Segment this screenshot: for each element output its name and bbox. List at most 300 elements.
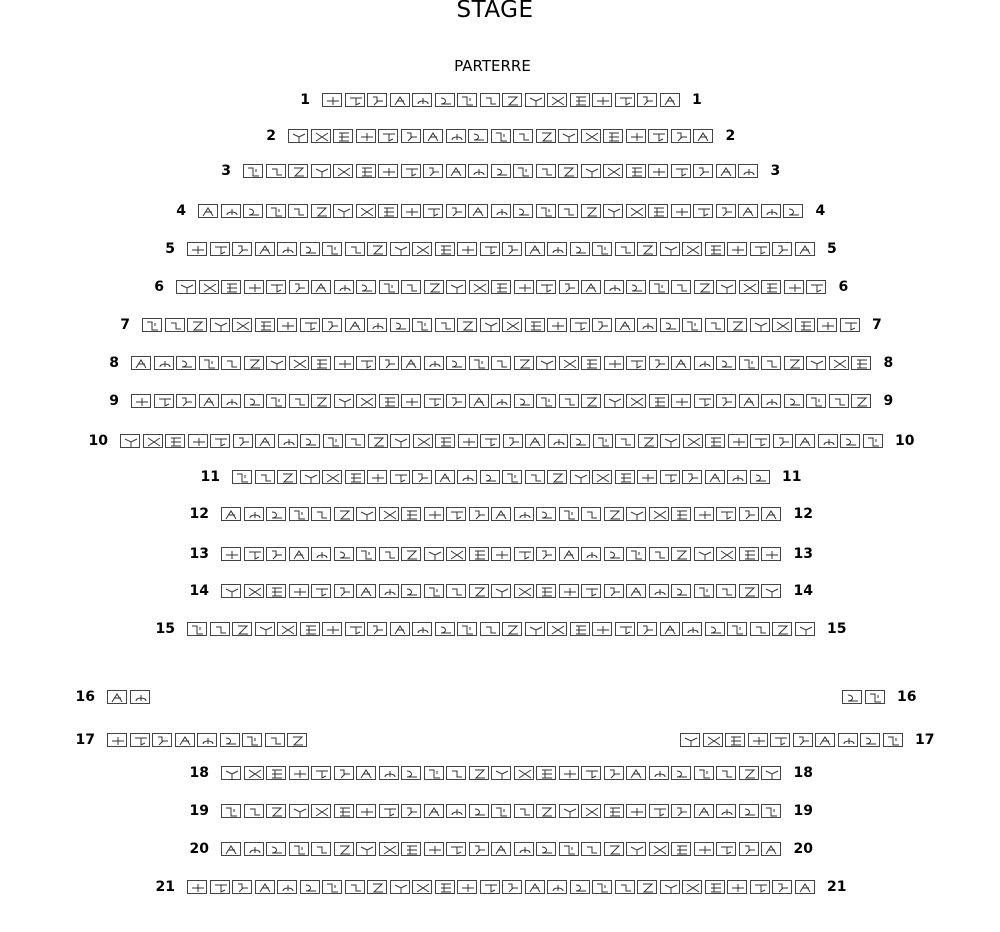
seat[interactable] — [221, 280, 241, 294]
seat[interactable] — [401, 204, 421, 218]
seat[interactable] — [851, 394, 871, 408]
seat[interactable] — [379, 842, 399, 856]
seat[interactable] — [865, 690, 885, 704]
seat[interactable] — [536, 394, 556, 408]
seat[interactable] — [547, 93, 567, 107]
seat[interactable] — [345, 470, 365, 484]
seat[interactable] — [671, 507, 691, 521]
seat[interactable] — [860, 733, 880, 747]
seat[interactable] — [333, 129, 353, 143]
seat[interactable] — [232, 318, 252, 332]
seat[interactable] — [570, 242, 590, 256]
seat[interactable] — [626, 804, 646, 818]
seat[interactable] — [333, 164, 353, 178]
seat[interactable] — [761, 766, 781, 780]
seat[interactable] — [604, 507, 624, 521]
seat[interactable] — [682, 470, 702, 484]
seat[interactable] — [772, 242, 792, 256]
seat[interactable] — [750, 318, 770, 332]
seat[interactable] — [289, 584, 309, 598]
seat[interactable] — [603, 204, 623, 218]
seat[interactable] — [705, 318, 725, 332]
seat[interactable] — [536, 842, 556, 856]
seat[interactable] — [693, 204, 713, 218]
seat[interactable] — [739, 804, 759, 818]
seat[interactable] — [469, 804, 489, 818]
seat[interactable] — [244, 766, 264, 780]
seat[interactable] — [412, 880, 432, 894]
seat[interactable] — [334, 280, 354, 294]
seat[interactable] — [424, 804, 444, 818]
seat[interactable] — [188, 434, 208, 448]
seat[interactable] — [255, 880, 275, 894]
seat[interactable] — [525, 242, 545, 256]
seat[interactable] — [671, 584, 691, 598]
seat[interactable] — [401, 584, 421, 598]
seat[interactable] — [446, 394, 466, 408]
seat[interactable] — [637, 880, 657, 894]
seat[interactable] — [322, 880, 342, 894]
seat[interactable] — [604, 804, 624, 818]
seat[interactable] — [761, 356, 781, 370]
seat[interactable] — [581, 842, 601, 856]
seat[interactable] — [502, 622, 522, 636]
seat[interactable] — [480, 880, 500, 894]
seat[interactable] — [660, 242, 680, 256]
seat[interactable] — [289, 356, 309, 370]
seat[interactable] — [435, 93, 455, 107]
seat[interactable] — [210, 318, 230, 332]
seat[interactable] — [716, 356, 736, 370]
seat[interactable] — [356, 584, 376, 598]
seat[interactable] — [581, 766, 601, 780]
seat[interactable] — [198, 204, 218, 218]
seat[interactable] — [469, 394, 489, 408]
seat[interactable] — [525, 880, 545, 894]
seat[interactable] — [446, 804, 466, 818]
seat[interactable] — [356, 842, 376, 856]
seat[interactable] — [165, 434, 185, 448]
seat[interactable] — [570, 434, 590, 448]
seat[interactable] — [727, 470, 747, 484]
seat[interactable] — [739, 584, 759, 598]
seat[interactable] — [851, 356, 871, 370]
seat[interactable] — [345, 622, 365, 636]
seat[interactable] — [424, 842, 444, 856]
seat[interactable] — [480, 242, 500, 256]
seat[interactable] — [660, 434, 680, 448]
seat[interactable] — [255, 470, 275, 484]
seat[interactable] — [818, 434, 838, 448]
seat[interactable] — [649, 280, 669, 294]
seat[interactable] — [491, 356, 511, 370]
seat[interactable] — [761, 280, 781, 294]
seat[interactable] — [446, 356, 466, 370]
seat[interactable] — [356, 547, 376, 561]
seat[interactable] — [266, 280, 286, 294]
seat[interactable] — [458, 434, 478, 448]
seat[interactable] — [739, 280, 759, 294]
seat[interactable] — [199, 280, 219, 294]
seat[interactable] — [435, 470, 455, 484]
seat[interactable] — [536, 766, 556, 780]
seat[interactable] — [773, 434, 793, 448]
seat[interactable] — [615, 622, 635, 636]
seat[interactable] — [435, 242, 455, 256]
seat[interactable] — [176, 356, 196, 370]
seat[interactable] — [107, 733, 127, 747]
seat[interactable] — [120, 434, 140, 448]
seat[interactable] — [300, 318, 320, 332]
seat[interactable] — [210, 622, 230, 636]
seat[interactable] — [334, 356, 354, 370]
seat[interactable] — [649, 547, 669, 561]
seat[interactable] — [424, 547, 444, 561]
seat[interactable] — [626, 766, 646, 780]
seat[interactable] — [716, 280, 736, 294]
seat[interactable] — [412, 622, 432, 636]
seat[interactable] — [581, 204, 601, 218]
seat[interactable] — [536, 129, 556, 143]
seat[interactable] — [300, 242, 320, 256]
seat[interactable] — [559, 584, 579, 598]
seat[interactable] — [815, 733, 835, 747]
seat[interactable] — [401, 164, 421, 178]
seat[interactable] — [738, 164, 758, 178]
seat[interactable] — [289, 842, 309, 856]
seat[interactable] — [379, 507, 399, 521]
seat[interactable] — [356, 204, 376, 218]
seat[interactable] — [536, 356, 556, 370]
seat[interactable] — [570, 880, 590, 894]
seat[interactable] — [694, 766, 714, 780]
seat[interactable] — [243, 204, 263, 218]
seat[interactable] — [322, 470, 342, 484]
seat[interactable] — [480, 622, 500, 636]
seat[interactable] — [682, 318, 702, 332]
seat[interactable] — [423, 204, 443, 218]
seat[interactable] — [311, 766, 331, 780]
seat[interactable] — [175, 733, 195, 747]
seat[interactable] — [446, 584, 466, 598]
seat[interactable] — [232, 622, 252, 636]
seat[interactable] — [694, 280, 714, 294]
seat[interactable] — [412, 242, 432, 256]
seat[interactable] — [727, 242, 747, 256]
seat[interactable] — [693, 129, 713, 143]
seat[interactable] — [266, 766, 286, 780]
seat[interactable] — [750, 470, 770, 484]
seat[interactable] — [356, 280, 376, 294]
seat[interactable] — [446, 547, 466, 561]
seat[interactable] — [592, 242, 612, 256]
seat[interactable] — [255, 318, 275, 332]
seat[interactable] — [770, 733, 790, 747]
seat[interactable] — [176, 280, 196, 294]
seat[interactable] — [761, 804, 781, 818]
seat[interactable] — [265, 733, 285, 747]
seat[interactable] — [502, 470, 522, 484]
seat[interactable] — [615, 318, 635, 332]
seat[interactable] — [412, 93, 432, 107]
seat[interactable] — [300, 434, 320, 448]
seat[interactable] — [424, 584, 444, 598]
seat[interactable] — [311, 842, 331, 856]
seat[interactable] — [637, 318, 657, 332]
seat[interactable] — [558, 129, 578, 143]
seat[interactable] — [615, 242, 635, 256]
seat[interactable] — [390, 242, 410, 256]
seat[interactable] — [244, 547, 264, 561]
seat[interactable] — [660, 470, 680, 484]
seat[interactable] — [502, 93, 522, 107]
seat[interactable] — [615, 880, 635, 894]
seat[interactable] — [716, 204, 736, 218]
seat[interactable] — [130, 733, 150, 747]
seat[interactable] — [220, 733, 240, 747]
seat[interactable] — [367, 880, 387, 894]
seat[interactable] — [716, 164, 736, 178]
seat[interactable] — [649, 356, 669, 370]
seat[interactable] — [469, 507, 489, 521]
seat[interactable] — [728, 434, 748, 448]
seat[interactable] — [266, 842, 286, 856]
seat[interactable] — [311, 280, 331, 294]
seat[interactable] — [287, 733, 307, 747]
seat[interactable] — [592, 622, 612, 636]
seat[interactable] — [379, 394, 399, 408]
seat[interactable] — [390, 93, 410, 107]
seat[interactable] — [401, 507, 421, 521]
seat[interactable] — [446, 164, 466, 178]
seat[interactable] — [244, 280, 264, 294]
seat[interactable] — [581, 280, 601, 294]
seat[interactable] — [401, 804, 421, 818]
seat[interactable] — [266, 356, 286, 370]
seat[interactable] — [322, 242, 342, 256]
seat[interactable] — [255, 434, 275, 448]
seat[interactable] — [491, 507, 511, 521]
seat[interactable] — [311, 584, 331, 598]
seat[interactable] — [424, 507, 444, 521]
seat[interactable] — [514, 804, 534, 818]
seat[interactable] — [491, 204, 511, 218]
seat[interactable] — [783, 204, 803, 218]
seat[interactable] — [795, 434, 815, 448]
seat[interactable] — [233, 434, 253, 448]
seat[interactable] — [277, 622, 297, 636]
seat[interactable] — [266, 547, 286, 561]
seat[interactable] — [322, 93, 342, 107]
seat[interactable] — [705, 242, 725, 256]
seat[interactable] — [379, 356, 399, 370]
seat[interactable] — [468, 204, 488, 218]
seat[interactable] — [334, 547, 354, 561]
seat[interactable] — [604, 547, 624, 561]
seat[interactable] — [693, 164, 713, 178]
seat[interactable] — [513, 129, 533, 143]
seat[interactable] — [468, 129, 488, 143]
seat[interactable] — [581, 356, 601, 370]
seat[interactable] — [143, 434, 163, 448]
seat[interactable] — [244, 584, 264, 598]
seat[interactable] — [727, 318, 747, 332]
seat[interactable] — [469, 356, 489, 370]
seat[interactable] — [457, 470, 477, 484]
seat[interactable] — [401, 129, 421, 143]
seat[interactable] — [581, 164, 601, 178]
seat[interactable] — [838, 733, 858, 747]
seat[interactable] — [221, 507, 241, 521]
seat[interactable] — [649, 394, 669, 408]
seat[interactable] — [221, 766, 241, 780]
seat[interactable] — [748, 733, 768, 747]
seat[interactable] — [345, 318, 365, 332]
seat[interactable] — [480, 93, 500, 107]
seat[interactable] — [671, 804, 691, 818]
seat[interactable] — [863, 434, 883, 448]
seat[interactable] — [379, 766, 399, 780]
seat[interactable] — [187, 318, 207, 332]
seat[interactable] — [637, 622, 657, 636]
seat[interactable] — [300, 622, 320, 636]
seat[interactable] — [221, 547, 241, 561]
seat[interactable] — [649, 766, 669, 780]
seat[interactable] — [727, 880, 747, 894]
seat[interactable] — [626, 547, 646, 561]
seat[interactable] — [671, 766, 691, 780]
seat[interactable] — [739, 547, 759, 561]
seat[interactable] — [367, 242, 387, 256]
seat[interactable] — [130, 690, 150, 704]
seat[interactable] — [536, 164, 556, 178]
seat[interactable] — [242, 733, 262, 747]
seat[interactable] — [716, 766, 736, 780]
seat[interactable] — [548, 434, 568, 448]
seat[interactable] — [356, 804, 376, 818]
seat[interactable] — [232, 470, 252, 484]
seat[interactable] — [682, 242, 702, 256]
seat[interactable] — [716, 804, 736, 818]
seat[interactable] — [469, 280, 489, 294]
seat[interactable] — [694, 507, 714, 521]
seat[interactable] — [536, 204, 556, 218]
seat[interactable] — [626, 842, 646, 856]
seat[interactable] — [210, 242, 230, 256]
seat[interactable] — [210, 434, 230, 448]
seat[interactable] — [288, 204, 308, 218]
seat[interactable] — [491, 842, 511, 856]
seat[interactable] — [243, 164, 263, 178]
seat[interactable] — [592, 880, 612, 894]
seat[interactable] — [199, 356, 219, 370]
seat[interactable] — [300, 880, 320, 894]
seat[interactable] — [559, 547, 579, 561]
seat[interactable] — [457, 622, 477, 636]
seat[interactable] — [423, 129, 443, 143]
seat[interactable] — [356, 129, 376, 143]
seat[interactable] — [680, 733, 700, 747]
seat[interactable] — [379, 804, 399, 818]
seat[interactable] — [131, 356, 151, 370]
seat[interactable] — [513, 204, 533, 218]
seat[interactable] — [390, 622, 410, 636]
seat[interactable] — [413, 434, 433, 448]
seat[interactable] — [356, 766, 376, 780]
seat[interactable] — [289, 804, 309, 818]
seat[interactable] — [604, 584, 624, 598]
seat[interactable] — [152, 733, 172, 747]
seat[interactable] — [683, 434, 703, 448]
seat[interactable] — [761, 547, 781, 561]
seat[interactable] — [671, 164, 691, 178]
seat[interactable] — [581, 129, 601, 143]
seat[interactable] — [197, 733, 217, 747]
seat[interactable] — [345, 434, 365, 448]
seat[interactable] — [367, 622, 387, 636]
seat[interactable] — [637, 93, 657, 107]
seat[interactable] — [705, 880, 725, 894]
seat[interactable] — [649, 507, 669, 521]
seat[interactable] — [536, 507, 556, 521]
seat[interactable] — [694, 584, 714, 598]
seat[interactable] — [390, 470, 410, 484]
seat[interactable] — [750, 434, 770, 448]
seat[interactable] — [266, 804, 286, 818]
seat[interactable] — [739, 766, 759, 780]
seat[interactable] — [491, 164, 511, 178]
seat[interactable] — [671, 280, 691, 294]
seat[interactable] — [356, 507, 376, 521]
seat[interactable] — [480, 470, 500, 484]
seat[interactable] — [311, 547, 331, 561]
seat[interactable] — [559, 804, 579, 818]
seat[interactable] — [648, 164, 668, 178]
seat[interactable] — [626, 356, 646, 370]
seat[interactable] — [514, 394, 534, 408]
seat[interactable] — [626, 204, 646, 218]
seat[interactable] — [592, 318, 612, 332]
seat[interactable] — [244, 356, 264, 370]
seat[interactable] — [255, 622, 275, 636]
seat[interactable] — [525, 93, 545, 107]
seat[interactable] — [660, 622, 680, 636]
seat[interactable] — [334, 804, 354, 818]
seat[interactable] — [379, 584, 399, 598]
seat[interactable] — [705, 470, 725, 484]
seat[interactable] — [694, 356, 714, 370]
seat[interactable] — [795, 242, 815, 256]
seat[interactable] — [334, 584, 354, 598]
seat[interactable] — [300, 470, 320, 484]
seat[interactable] — [187, 880, 207, 894]
seat[interactable] — [277, 318, 297, 332]
seat[interactable] — [761, 842, 781, 856]
seat[interactable] — [525, 318, 545, 332]
seat[interactable] — [761, 394, 781, 408]
seat[interactable] — [289, 766, 309, 780]
seat[interactable] — [401, 766, 421, 780]
seat[interactable] — [739, 507, 759, 521]
seat[interactable] — [570, 470, 590, 484]
seat[interactable] — [446, 129, 466, 143]
seat[interactable] — [311, 507, 331, 521]
seat[interactable] — [581, 547, 601, 561]
seat[interactable] — [559, 280, 579, 294]
seat[interactable] — [491, 280, 511, 294]
seat[interactable] — [547, 880, 567, 894]
seat[interactable] — [592, 93, 612, 107]
